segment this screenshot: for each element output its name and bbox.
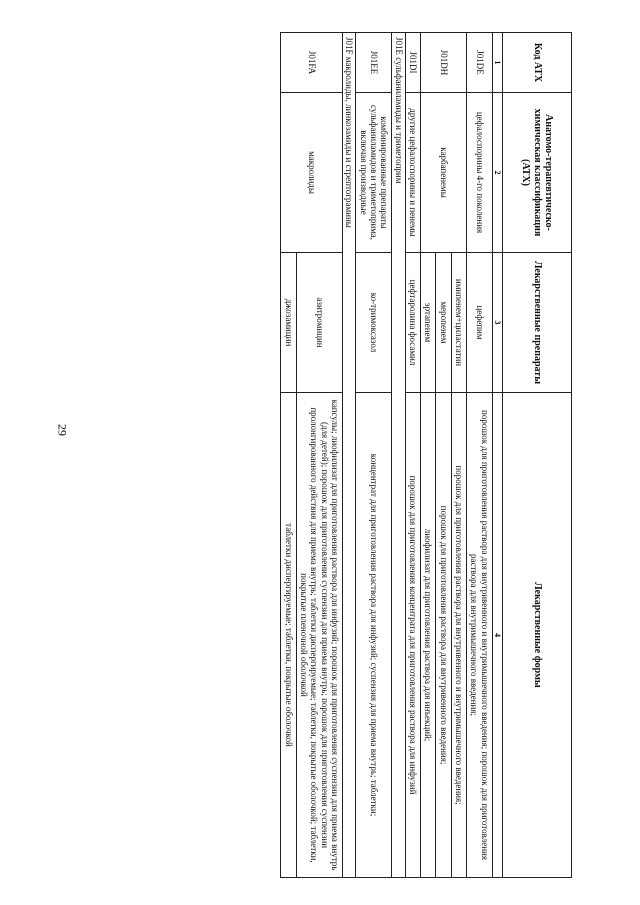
dosage-forms: лиофилизат для приготовления раствора для инъекций; [421,393,436,878]
header-code: Код АТХ [503,33,572,93]
atc-code: J01DE [467,33,493,93]
drug-table [280,32,572,878]
group-header-j01f: J01F макролиды, линкозамиды и стрептограмины [343,33,356,878]
atc-class-name: цефалоспорины 4-го поколения [467,93,493,253]
column-number: 4 [492,393,502,878]
group-header-row [392,33,405,878]
table-row [296,33,342,878]
dosage-forms: порошок для приготовления концентрата для приготовления раствора для инфузий [405,393,420,878]
table-row [467,33,493,878]
column-number: 2 [492,93,502,253]
table-row [451,33,466,878]
table-row [356,33,392,878]
atc-code: J01EE [356,33,392,93]
header-atc-class: Анатомо-терапевтическо-химическая классификация (АТХ) [503,93,572,253]
drug-name: цефтаролина фосамил [405,253,420,393]
drug-name: меропенем [436,253,451,393]
atc-class-name: макролиды [281,93,343,253]
column-number: 1 [492,33,502,93]
page-number: 29 [55,424,70,436]
table-header-row [503,33,572,878]
column-number-row [492,33,502,878]
rotated-table-container [102,32,572,877]
header-drugs: Лекарственные препараты [503,253,572,393]
drug-name: цефепим [467,253,493,393]
drug-name: ко-тримоксазол [356,253,392,393]
dosage-forms: капсулы; лиофилизат для приготовления раствора для инфузий; порошок для приготовления суспензии для приема внутрь (для детей); порошок для приготовления суспензии для приема внутрь; порошок для приготовления суспензии пролонгированного действия для приема внутрь; таблетки диспергируемые; таблетки, покрытые оболочкой; таблетки, покрытые пленочной оболочкой [296,393,342,878]
atc-class-name: карбапенемы [421,93,467,253]
column-number: 3 [492,253,502,393]
table-row [405,33,420,878]
drug-name: азитромицин [296,253,342,393]
dosage-forms: концентрат для приготовления раствора для инфузий; суспензия для приема внутрь; таблетки; [356,393,392,878]
header-forms: Лекарственные формы [503,393,572,878]
dosage-forms: таблетки диспергируемые; таблетки, покрытые оболочкой [281,393,296,878]
dosage-forms: порошок для приготовления раствора для внутривенного и внутримышечного введения; [451,393,466,878]
drug-name: эртапенем [421,253,436,393]
atc-class-name: другие цефалоспорины и пенемы [405,93,420,253]
atc-code: J01DI [405,33,420,93]
dosage-forms: порошок для приготовления раствора для внутривенного и внутримышечного введения; порошок для приготовления раствора для внутримышечного введения; [467,393,493,878]
dosage-forms: порошок для приготовления раствора для внутривенного введения; [436,393,451,878]
atc-code: J01FA [281,33,343,93]
atc-code: J01DH [421,33,467,93]
drug-name: джозамицин [281,253,296,393]
group-header-j01e: J01E сульфаниламиды и триметоприм [392,33,405,878]
drug-name: имипенем+циластатин [451,253,466,393]
group-header-row [343,33,356,878]
atc-class-name: комбинированные препараты сульфаниламидов и триметоприма, включая производные [356,93,392,253]
